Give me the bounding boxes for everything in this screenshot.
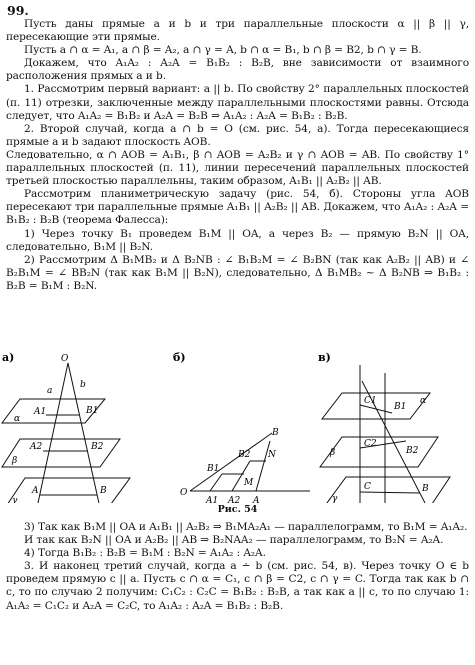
figure-54-drawing [0, 343, 475, 503]
plane-gamma-a [5, 478, 130, 503]
label-b2-a: B2 [91, 442, 104, 452]
label-a-b: A [253, 496, 260, 503]
paragraph: Следовательно, α ∩ AOB = A₁B₁, β ∩ AOB = A₂B₂ и γ ∩ AOB = AB. По свойству 1° параллельных плоскостей (п. 11), линии пересечений параллельных плоскостей третьей плоскостью параллельны, таким образом, A₁B₁ || A₂B₂ || AB. [6, 148, 469, 188]
paragraph: 3) Так как B₁M || OA и A₁B₁ || A₂B₂ ⇒ B₁MA₂A₁ — параллелограмм, то B₁M = A₁A₂. [24, 521, 468, 533]
solution-text-top [6, 18, 469, 293]
label-c-c: C [364, 482, 371, 492]
label-a2-b: A2 [228, 496, 241, 503]
panel-label-a: а) [2, 351, 15, 364]
segment-c1b1 [360, 405, 392, 413]
label-alpha-c: α [420, 396, 427, 406]
paragraph: 1) Через точку B₁ проведем B₁M || OA, а через B₂ — прямую B₂N || OA, следовательно, B₁M || B₂N. [6, 227, 469, 253]
segment-cb [360, 492, 420, 493]
figure-caption: Рис. 54 [217, 504, 258, 515]
paragraph: И так как B₂N || OA и A₂B₂ || AB ⇒ B₂NAA₂ — параллелограмм, то B₂N = A₂A. [24, 534, 444, 547]
label-alpha-a: α [14, 414, 21, 424]
label-gamma-a: γ [12, 496, 18, 503]
line-a [38, 363, 68, 503]
label-b2-b: B2 [238, 450, 251, 460]
label-o-b: O [180, 488, 188, 498]
label-n-b: N [268, 450, 276, 460]
label-a1-b: A1 [206, 496, 219, 503]
label-c1-c: C1 [364, 396, 377, 406]
label-line-a: a [47, 386, 53, 396]
label-big-a-a: A [32, 486, 39, 496]
label-b-c: B [422, 484, 429, 494]
figure-54 [0, 343, 475, 523]
paragraph: 3. И наконец третий случай, когда a ∸ b (см. рис. 54, в). Через точку O ∈ b проведем прямую c || a. Пусть c ∩ α = C₁, c ∩ β = C2, c ∩ γ = C. Тогда так как b ∩ c, то по случаю 2 получим: C₁C₂ : C₂C = B₁B₂ : B₂B, а так как a || c, то по случаю 1: A₁A₂ = C₁C₂ и A₂A = C₂C, то A₁A₂ : A₂A = B₁B₂ : B₂B. [6, 560, 469, 612]
plane-gamma-c [324, 477, 450, 503]
label-beta-a: β [12, 456, 18, 466]
label-c2-c: C2 [364, 439, 377, 449]
plane-beta-c [320, 437, 438, 467]
paragraph: 2. Второй случай, когда a ∩ b = O (см. рис. 54, а). Тогда пересекающиеся прямые a и b задают плоскость AOB. [6, 122, 469, 148]
label-o-a: O [61, 354, 69, 364]
panel-label-c: в) [318, 351, 331, 364]
label-b-b: B [272, 428, 279, 438]
paragraph: 4) Тогда B₁B₂ : B₂B = B₁M : B₂N = A₁A₂ : A₂A. [24, 547, 266, 560]
label-m-b: M [244, 478, 254, 488]
label-big-b-a: B [100, 486, 107, 496]
label-a1-a: A1 [34, 407, 47, 417]
label-b2-c: B2 [406, 446, 419, 456]
label-a2-a: A2 [30, 442, 43, 452]
label-beta-c: β [330, 448, 336, 458]
line-a1b1 [210, 474, 222, 491]
label-b1-a: B1 [86, 406, 99, 416]
solution-text-bottom [6, 521, 469, 613]
paragraph: Пусть даны прямые a и b и три параллельные плоскости α || β || γ, пересекающие эти прямые. [6, 18, 469, 44]
label-gamma-c: γ [332, 494, 338, 503]
ray-ob [190, 433, 272, 491]
paragraph: 1. Рассмотрим первый вариант: a || b. По свойству 2° параллельных плоскостей (п. 11) отрезки, заключенные между параллельными плоскостями равны. Отсюда следует, что A₁A₂ = B₁B₂ и A₂A = B₂B ⇒ A₁A₂ : A₂A = B₁B₂ : B₂B. [6, 83, 469, 122]
label-b1-b: B1 [207, 464, 220, 474]
label-line-b: b [80, 380, 86, 390]
panel-label-b: б) [173, 351, 186, 364]
paragraph: 2) Рассмотрим Δ B₁MB₂ и Δ B₂NB : ∠ B₁B₂M = ∠ B₂BN (так как A₂B₂ || AB) и ∠ B₂B₁M = ∠ BB₂N (так как B₁M || B₂N), следовательно, Δ B₁MB₂ ~ Δ B₂NB ⇒ B₁B₂ : B₂B = B₁M : B₂N. [6, 253, 469, 292]
paragraph: Докажем, что A₁A₂ : A₂A = B₁B₂ : B₂B, вне зависимости от взаимного расположения прямых a и b. [6, 57, 469, 83]
paragraph: Рассмотрим планиметрическую задачу (рис. 54, б). Стороны угла AOB пересекают три параллельные прямые A₁B₁ || A₂B₂ || AB. Докажем, что A₁A₂ : A₂A = B₁B₂ : B₂B (теорема Фалесса): [6, 188, 469, 227]
line-ab [256, 441, 270, 491]
problem-number: 99. [7, 3, 29, 18]
paragraph: Пусть a ∩ α = A₁, a ∩ β = A₂, a ∩ γ = A, b ∩ α = B₁, b ∩ β = B2, b ∩ γ = B. [24, 44, 422, 57]
label-b1-c: B1 [394, 402, 407, 412]
